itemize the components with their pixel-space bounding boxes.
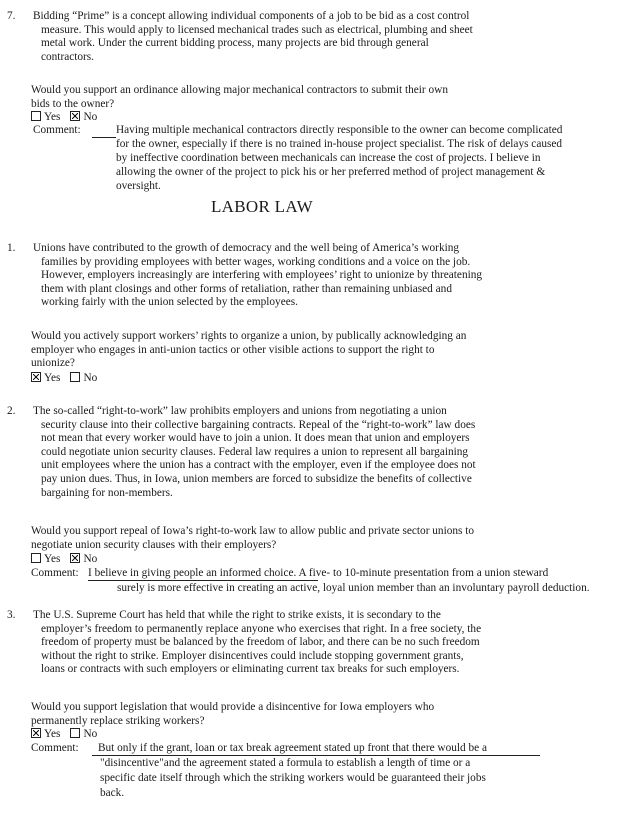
q2-comment-line: I believe in giving people an informed choice. A five- to 10-minute presentation from a union steward (88, 567, 549, 579)
q3-line: loans or contracts with such employers or eliminating current tax breaks for such employers. (41, 663, 460, 676)
no-label: No (83, 372, 98, 384)
q2-line: not mean that every worker would have to join a union. It does mean that union and employers (41, 432, 470, 445)
no-label: No (83, 553, 98, 565)
q7-question (31, 84, 591, 111)
q3-question-line: Would you support legislation that would provide a disincentive for Iowa employers who (31, 701, 435, 713)
q3-comment-line: But only if the grant, loan or tax break agreement stated up front that there would be a (98, 742, 487, 754)
q7-comment-line: by ineffective coordination between mechanicals can increase the cost of projects. I believe in (116, 152, 541, 164)
q3-no-option[interactable] (70, 728, 97, 740)
q7-comment-line: for the owner, especially if there is no trained in-house project specialist. The risk of delays caused (116, 138, 563, 150)
q2-question (31, 525, 591, 552)
checkbox-icon[interactable] (70, 372, 80, 382)
q7-line: contractors. (41, 50, 95, 63)
q3-comment-line: specific date itself through which the striking workers would be guaranteed their jobs (100, 772, 486, 784)
q7-options (31, 111, 97, 125)
q7-comment-line: Having multiple mechanical contractors directly responsible to the owner can become complicated (116, 124, 563, 136)
yes-label: Yes (44, 728, 61, 740)
checked-checkbox-icon[interactable] (31, 728, 41, 738)
checked-checkbox-icon[interactable] (31, 372, 41, 382)
q3-options (31, 728, 97, 742)
q2-line: unit employees where the union has a contract with the employer, even if the employee does not (41, 459, 476, 472)
q2-line: could negotiate union security clauses. Federal law requires a union to represent all bargaining (41, 445, 469, 458)
yes-label: Yes (44, 553, 61, 565)
q3-yes-option[interactable] (31, 728, 60, 740)
q1-question-line: Would you actively support workers’ rights to organize a union, by publically acknowledging an (31, 330, 467, 342)
q3-line: freedom of property must be balanced by the freedom of labor, and there can be no such freedom (41, 636, 480, 649)
q2-question-line: Would you support repeal of Iowa’s right-to-work law to allow public and private sector unions to (31, 525, 475, 537)
item-number: 3. (7, 609, 16, 621)
q3-comment-line: "disincentive"and the agreement stated a formula to establish a length of time or a (100, 757, 471, 769)
q2-options (31, 553, 97, 567)
q3-line: employer’s freedom to permanently replace anyone who exercises that right. In a free society, the (41, 622, 482, 635)
yes-label: Yes (44, 111, 61, 123)
q3-question-line: permanently replace striking workers? (31, 714, 205, 727)
q1-question-line: unionize? (31, 357, 75, 370)
q1-line: However, employers increasingly are interfering with employees’ right to unionize by threatening (41, 269, 483, 282)
q1-yes-option[interactable] (31, 372, 60, 384)
q3-body (33, 609, 593, 677)
no-label: No (83, 111, 98, 123)
q1-line: families by providing employees with better wages, working conditions and a voice on the job. (41, 255, 471, 268)
q2-yes-option[interactable] (31, 553, 60, 565)
checkbox-icon[interactable] (31, 111, 41, 121)
comment-label: Comment: (31, 567, 79, 579)
q3-line: without the right to strike. Employer disincentives could include stopping government grants, (41, 649, 464, 662)
comment-label: Comment: (31, 742, 79, 754)
checkbox-icon[interactable] (31, 553, 41, 563)
q2-no-option[interactable] (70, 553, 97, 565)
q1-question-line: employer who engages in anti-union tactics or other visible actions to support the right to (31, 343, 435, 356)
q7-question-line: bids to the owner? (31, 97, 115, 110)
q2-line: bargaining for non-members. (41, 486, 173, 499)
q7-body (33, 10, 593, 64)
q7-line: measure. This would apply to licensed mechanical trades such as electrical, plumbing and sheet (41, 23, 473, 36)
section-heading: LABOR LAW (211, 197, 313, 216)
q1-line: working fairly with the union selected by the employees. (41, 296, 298, 309)
q1-line: them with plant closings and other forms of retaliation, rather than remaining unbiased and (41, 282, 452, 295)
checked-checkbox-icon[interactable] (70, 553, 80, 563)
q7-no-option[interactable] (70, 111, 97, 123)
checkbox-icon[interactable] (70, 728, 80, 738)
q3-line: The U.S. Supreme Court has held that while the right to strike exists, it is secondary to the (33, 609, 441, 621)
q1-line: Unions have contributed to the growth of democracy and the well being of America’s working (33, 242, 460, 254)
q2-question-line: negotiate union security clauses with their employers? (31, 538, 277, 551)
q1-question (31, 330, 591, 371)
q7-comment-line: allowing the owner of the project to pick his or her preferred method of project management & (116, 166, 546, 178)
q7-yes-option[interactable] (31, 111, 60, 123)
item-number: 1. (7, 242, 16, 254)
q7-question-line: Would you support an ordinance allowing major mechanical contractors to submit their own (31, 84, 448, 96)
q7-line: Bidding “Prime” is a concept allowing individual components of a job to be bid as a cost control (33, 10, 470, 22)
q2-line: security clause into their collective bargaining contracts. Repeal of the “right-to-work” law does (41, 418, 476, 431)
item-number: 2. (7, 405, 16, 417)
comment-label: Comment: (33, 124, 81, 136)
checked-checkbox-icon[interactable] (70, 111, 80, 121)
q3-question (31, 701, 591, 728)
q3-comment-line: back. (100, 787, 125, 799)
q1-no-option[interactable] (70, 372, 97, 384)
q2-body (33, 405, 593, 500)
q1-options (31, 372, 97, 386)
item-number: 7. (7, 10, 16, 22)
q2-comment-line: surely is more effective in creating an active, loyal union member than an involuntary payroll deduction. (117, 582, 590, 594)
yes-label: Yes (44, 372, 61, 384)
q7-comment-line: oversight. (116, 180, 161, 192)
no-label: No (83, 728, 98, 740)
q2-line: pay union dues. Thus, in Iowa, union members are forced to subsidize the benefits of collective (41, 472, 472, 485)
comment-underline (92, 137, 116, 138)
q2-line: The so-called “right-to-work” law prohibits employers and unions from negotiating a union (33, 405, 447, 417)
q1-body (33, 242, 593, 310)
q7-line: metal work. Under the current bidding process, many projects are bid through general (41, 37, 429, 50)
